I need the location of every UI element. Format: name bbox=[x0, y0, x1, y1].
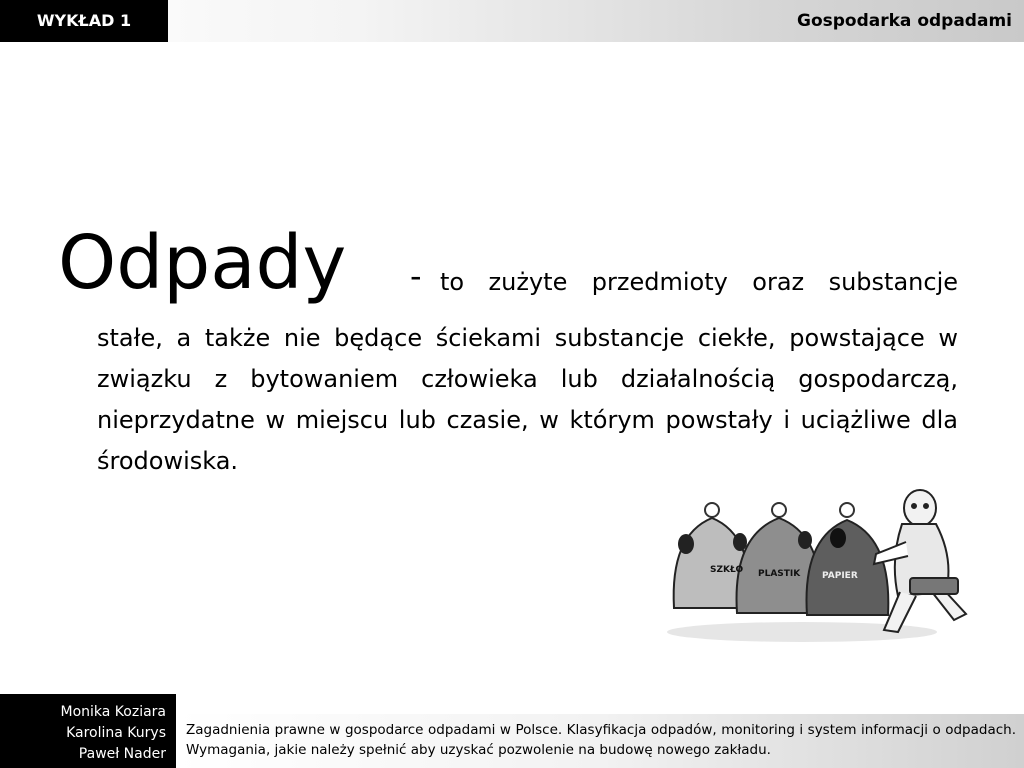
header-title: Gospodarka odpadami bbox=[797, 11, 1012, 31]
bin-label-plastic: PLASTIK bbox=[758, 569, 801, 579]
term-heading: Odpady bbox=[58, 220, 347, 306]
footer-description: Zagadnienia prawne w gospodarce odpadami w Polsce. Klasyfikacja odpadów, monitoring i system informacji o odpadach. Wymagania, jakie należy spełnić aby uzyskać pozwolenie na budowę nowego zakładu. bbox=[176, 714, 1024, 768]
definition-first-line: to zużyte przedmioty oraz substancje bbox=[440, 268, 958, 296]
author-name: Paweł Nader bbox=[78, 746, 166, 762]
footer-authors bbox=[0, 694, 176, 768]
bin-label-paper: PAPIER bbox=[822, 571, 858, 581]
slide-header bbox=[0, 0, 1024, 42]
term-dash: - bbox=[410, 257, 422, 295]
recycling-bins-illustration bbox=[662, 480, 976, 650]
lecture-label: WYKŁAD 1 bbox=[0, 0, 168, 42]
definition-text: stałe, a także nie będące ściekami substancje ciekłe, powstające w związku z bytowaniem człowieka lub działalnością gospodarczą, nieprzydatne w miejscu lub czasie, w którym powstały i uciążliwe dla środowiska. bbox=[97, 324, 958, 475]
bin-label-glass: SZKŁO bbox=[710, 565, 744, 575]
author-name: Monika Koziara bbox=[60, 704, 166, 720]
author-name: Karolina Kurys bbox=[66, 725, 166, 741]
